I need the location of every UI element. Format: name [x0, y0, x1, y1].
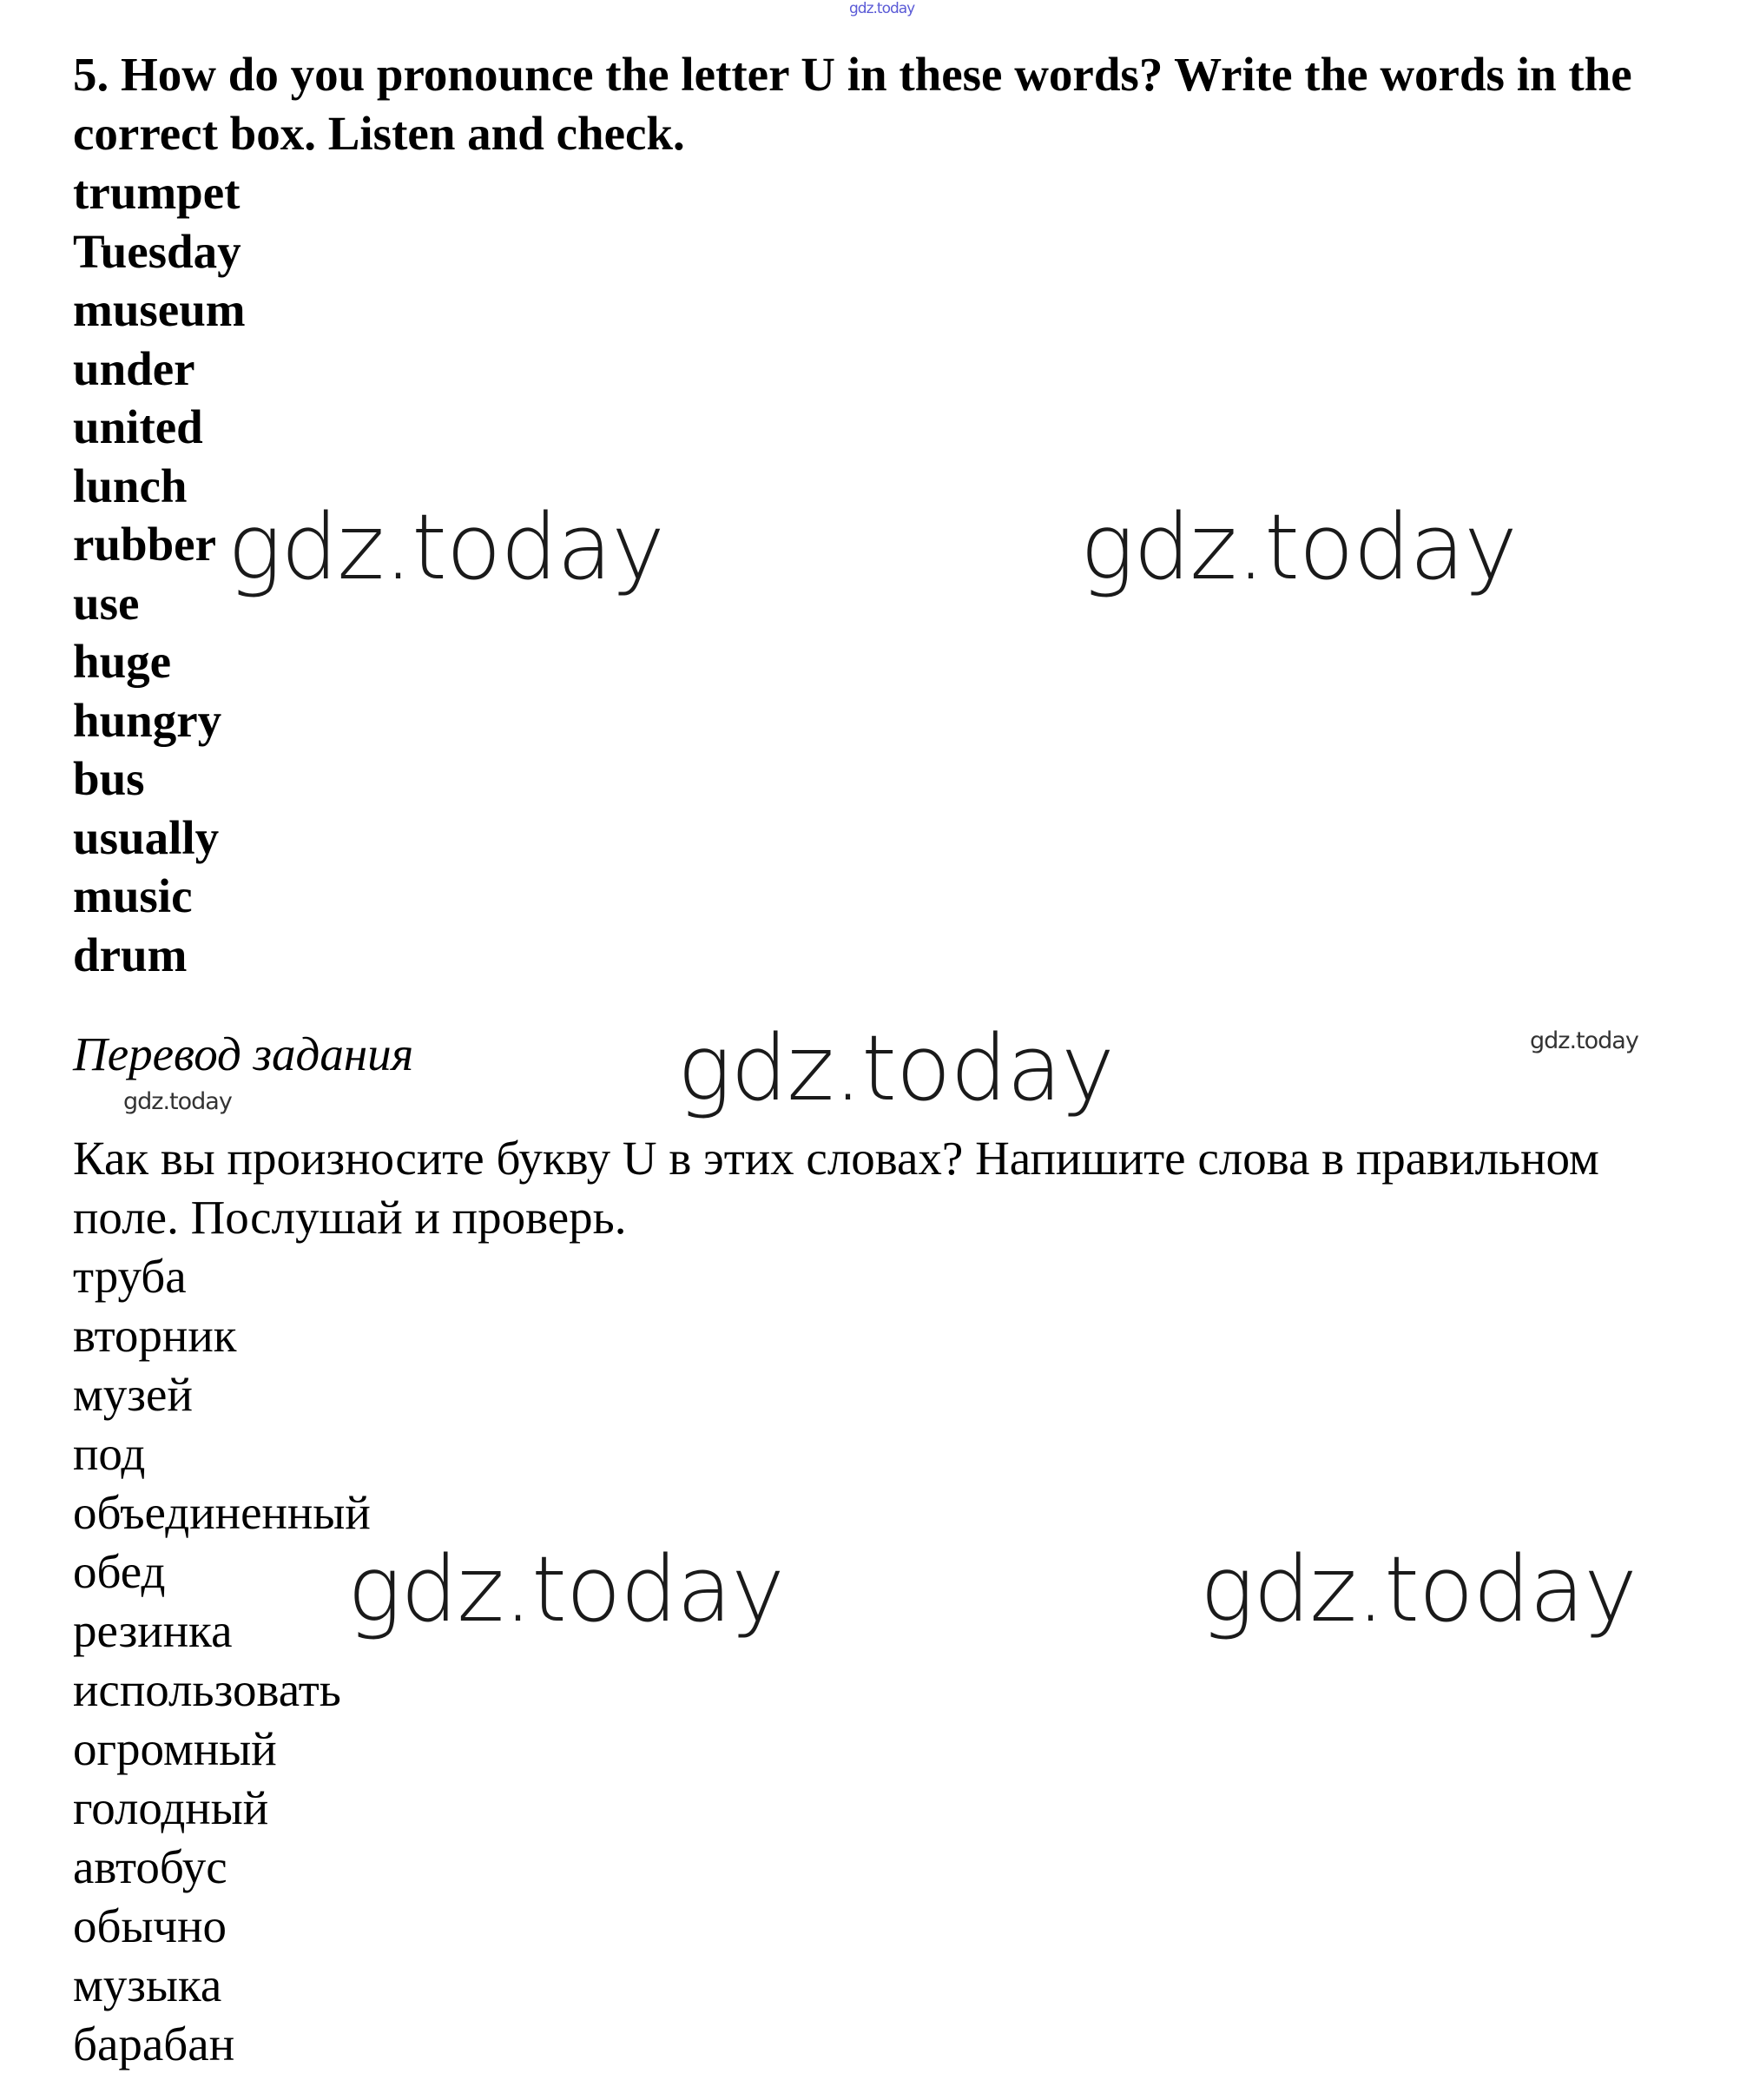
watermark-large-5: gdz.today [1200, 1536, 1637, 1642]
list-item: drum [73, 928, 188, 981]
list-item: music [73, 869, 193, 922]
list-item: united [73, 400, 203, 453]
list-item: bus [73, 752, 145, 805]
list-item: hungry [73, 693, 222, 747]
list-item: обычно [73, 1899, 227, 1952]
watermark-large-1: gdz.today [227, 494, 664, 600]
task-title-line-1: 5. How do you pronounce the letter U in these words? Write the words in the [73, 48, 1632, 101]
list-item: обед [73, 1545, 166, 1598]
watermark-large-4: gdz.today [347, 1536, 784, 1642]
list-item: lunch [73, 459, 188, 512]
list-item: автобус [73, 1840, 227, 1893]
list-item: голодный [73, 1781, 269, 1834]
list-item: труба [73, 1250, 187, 1303]
list-item: trumpet [73, 166, 241, 219]
list-item: вторник [73, 1309, 237, 1362]
watermark-top: gdz.today [849, 0, 915, 17]
list-item: under [73, 341, 195, 395]
list-item: huge [73, 635, 172, 688]
list-item: резинка [73, 1604, 233, 1657]
watermark-large-2: gdz.today [1080, 494, 1517, 600]
russian-word-list [73, 1247, 1740, 2074]
watermark-small-right: gdz.today [1530, 1027, 1638, 1054]
list-item: rubber [73, 518, 216, 571]
list-item: use [73, 576, 140, 630]
list-item: под [73, 1427, 146, 1480]
list-item: объединенный [73, 1486, 371, 1539]
watermark-small-left: gdz.today [123, 1088, 232, 1115]
watermark-large-3: gdz.today [677, 1015, 1114, 1121]
list-item: Tuesday [73, 224, 241, 278]
translation-task-line-1: Как вы произносите букву U в этих словах? Напишите слова в правильном [73, 1132, 1599, 1185]
list-item: музыка [73, 1958, 222, 2011]
translation-heading: Перевод задания [73, 1027, 414, 1080]
task-title-line-2: correct box. Listen and check. [73, 107, 685, 160]
list-item: usually [73, 810, 220, 864]
list-item: использовать [73, 1663, 341, 1716]
list-item: огромный [73, 1722, 277, 1775]
list-item: музей [73, 1368, 193, 1421]
translation-task-line-2: поле. Послушай и проверь. [73, 1191, 627, 1244]
list-item: барабан [73, 2017, 235, 2070]
list-item: museum [73, 283, 246, 336]
